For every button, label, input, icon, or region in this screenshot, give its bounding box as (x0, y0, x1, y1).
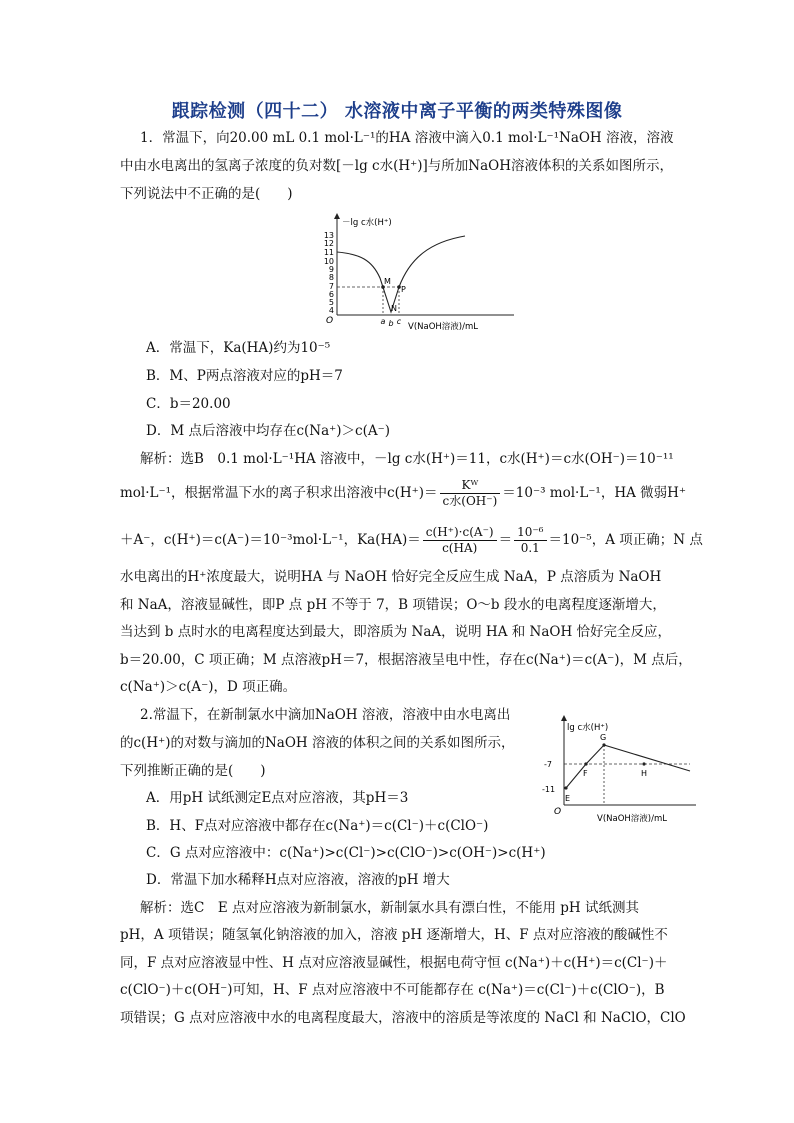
q2-origin: O (554, 807, 562, 817)
q1-stem-line-1: 1．常温下，向20.00 mL 0.1 mol·L⁻¹的HA 溶液中滴入0.1 mol·L⁻¹NaOH 溶液，溶液 (140, 130, 674, 146)
q1-origin: O (326, 316, 334, 326)
q2-chart (540, 714, 700, 826)
q2-label-f: F (583, 769, 588, 778)
q2-point-h (642, 762, 645, 765)
q2-point-g (602, 743, 605, 746)
q2-stem-line-3: 下列推断正确的是( ) (120, 763, 266, 779)
q2-option-c[interactable]: C．G 点对应溶液中：c(Na⁺)>c(Cl⁻)>c(ClO⁻)>c(OH⁻)>c(H⁺) (146, 845, 546, 861)
q1-ytick: 6 (328, 290, 334, 299)
q2-label-e: E (565, 794, 571, 803)
q2-option-a[interactable]: A．用pH 试纸测定E点对应溶液，其pH＝3 (146, 790, 409, 806)
q1-option-d[interactable]: D．M 点后溶液中均存在c(Na⁺)＞c(A⁻) (146, 423, 390, 439)
q2-label-h: H (641, 769, 648, 778)
q2-xlabel: V(NaOH溶液)/mL (597, 814, 667, 824)
q1-ytick: 10 (323, 257, 334, 266)
q1-option-c[interactable]: C．b＝20.00 (146, 396, 231, 412)
q2-analysis-line-2: pH，A 项错误；随氢氧化钠溶液的加入，溶液 pH 逐渐增大，H、F 点对应溶液的酸碱性不 (120, 927, 668, 943)
q2-analysis-line-1: 解析：选C E 点对应溶液为新制氯水，新制氯水具有漂白性，不能用 pH 试纸测其 (140, 900, 639, 916)
q1-ytick: 12 (323, 239, 334, 248)
q2-label-g: G (600, 733, 607, 742)
q2-option-b[interactable]: B．H、F点对应溶液中都存在c(Na⁺)＝c(Cl⁻)＋c(ClO⁻) (146, 818, 489, 834)
q2-analysis-line-3: 同，F 点对应溶液显中性、H 点对应溶液显碱性，根据电荷守恒 c(Na⁺)＋c(H⁺)＝c(Cl⁻)＋ (120, 955, 668, 971)
q1-frac-ka-den: c(HA) (442, 540, 478, 555)
q1-ytick: 4 (328, 306, 334, 315)
q1-ytick: 9 (328, 265, 334, 274)
q2-ytick-11: -11 (542, 785, 556, 794)
q1-frac-val-num: 10⁻⁶ (514, 525, 546, 541)
q1-analysis-line-3: ＋A⁻，c(H⁺)＝c(A⁻)＝10⁻³mol·L⁻¹，Ka(HA)＝ $\frac{c(H^+)\cdot c(A^-)}{c(HA)}$ ＝ $\frac{\text{10⁻⁶}}{0.1}$ ＝10⁻⁵，A 项正确；N 点 (120, 524, 703, 555)
q2-option-d[interactable]: D．常温下加水稀释H点对应溶液，溶液的pH 增大 (146, 872, 450, 888)
q1-option-a[interactable]: A．常温下，Ka(HA)约为10⁻⁵ (146, 340, 331, 356)
q1-frac-kw-num: Kᵂ (440, 478, 501, 494)
q2-analysis-line-5: 项错误；G 点对应溶液中水的电离程度最大，溶液中的溶质是等浓度的 NaCl 和 NaClO，ClO (120, 1010, 686, 1026)
q1-option-b[interactable]: B．M、P两点溶液对应的pH＝7 (146, 368, 343, 384)
q1-label-m: M (384, 277, 391, 286)
q1-frac-val-den: 0.1 (520, 540, 540, 555)
q1-curve (337, 236, 465, 312)
q1-ylabel: －lg c水(H⁺) (342, 218, 392, 228)
q2-curve (566, 745, 690, 788)
q1-ytick: 8 (328, 273, 334, 282)
q1-xtick-c: c (396, 317, 402, 326)
q1-analysis-line-2: mol·L⁻¹，根据常温下水的离子积求出溶液中c(H⁺)＝ $\frac{\text{Kᵂ}}{\text{c水(OH⁻)}}$ ＝10⁻³ mol·L⁻¹，HA 微弱H⁺ (120, 477, 687, 508)
q2-ylabel: lg c水(H⁺) (567, 723, 609, 733)
q1-analysis-line-6: 当达到 b 点时水的电离程度达到最大，即溶质为 NaA，说明 HA 和 NaOH 恰好完全反应， (120, 624, 672, 640)
q1-label-n: N (391, 304, 397, 313)
q2-analysis-line-4: c(ClO⁻)＋c(OH⁻)可知，H、F 点对应溶液中不可能都存在 c(Na⁺)＝c(Cl⁻)＋c(ClO⁻)，B (120, 982, 665, 998)
q1-ytick: 5 (328, 298, 334, 307)
q1-chart (300, 212, 520, 334)
q1-frac-kw-den: c水(OH⁻) (442, 493, 498, 508)
q1-analysis-line-8: c(Na⁺)＞c(A⁻)，D 项正确。 (120, 679, 297, 695)
q1-analysis-line-1: 解析：选B 0.1 mol·L⁻¹HA 溶液中，－lg c水(H⁺)＝11，c水(H⁺)＝c水(OH⁻)＝10⁻¹¹ (140, 451, 674, 467)
q2-stem-line-2: 的c(H⁺)的对数与滴加的NaOH 溶液的体积之间的关系如图所示， (120, 735, 515, 751)
q2-stem-line-1: 2.常温下，在新制氯水中滴加NaOH 溶液，溶液中由水电离出 (140, 707, 511, 723)
q1-frac-ka-num: c(H⁺)·c(A⁻) (423, 525, 497, 541)
q2-point-f (584, 762, 587, 765)
q1-ytick: 7 (328, 282, 334, 291)
q1-analysis-line-7: b＝20.00，C 项正确；M 点溶液pH＝7，根据溶液呈电中性，存在c(Na⁺)＝c(A⁻)，M 点后， (120, 652, 692, 668)
q1-stem-line-2: 中由水电离出的氢离子浓度的负对数[－lg c水(H⁺)]与所加NaOH溶液体积的关系如图所示， (120, 158, 673, 174)
q1-xtick-a: a (380, 317, 386, 326)
q1-ytick: 13 (323, 231, 334, 240)
q1-analysis-line-5: 和 NaA，溶液显碱性，即P 点 pH 不等于 7，B 项错误；O～b 段水的电离程度逐渐增大， (120, 597, 666, 613)
q1-label-p: P (401, 285, 406, 294)
q2-point-e (564, 786, 567, 789)
q1-xlabel: V(NaOH溶液)/mL (408, 322, 478, 332)
q2-ytick-7: -7 (544, 760, 552, 769)
q1-ytick: 11 (323, 248, 334, 257)
q1-xtick-b: b (388, 319, 394, 328)
q1-stem-line-3: 下列说法中不正确的是( ) (120, 186, 293, 202)
q1-analysis-line-4: 水电离出的H⁺浓度最大，说明HA 与 NaOH 恰好完全反应生成 NaA，P 点溶质为 NaOH (120, 569, 662, 585)
page-title: 跟踪检测（四十二） 水溶液中离子平衡的两类特殊图像 (171, 101, 623, 122)
